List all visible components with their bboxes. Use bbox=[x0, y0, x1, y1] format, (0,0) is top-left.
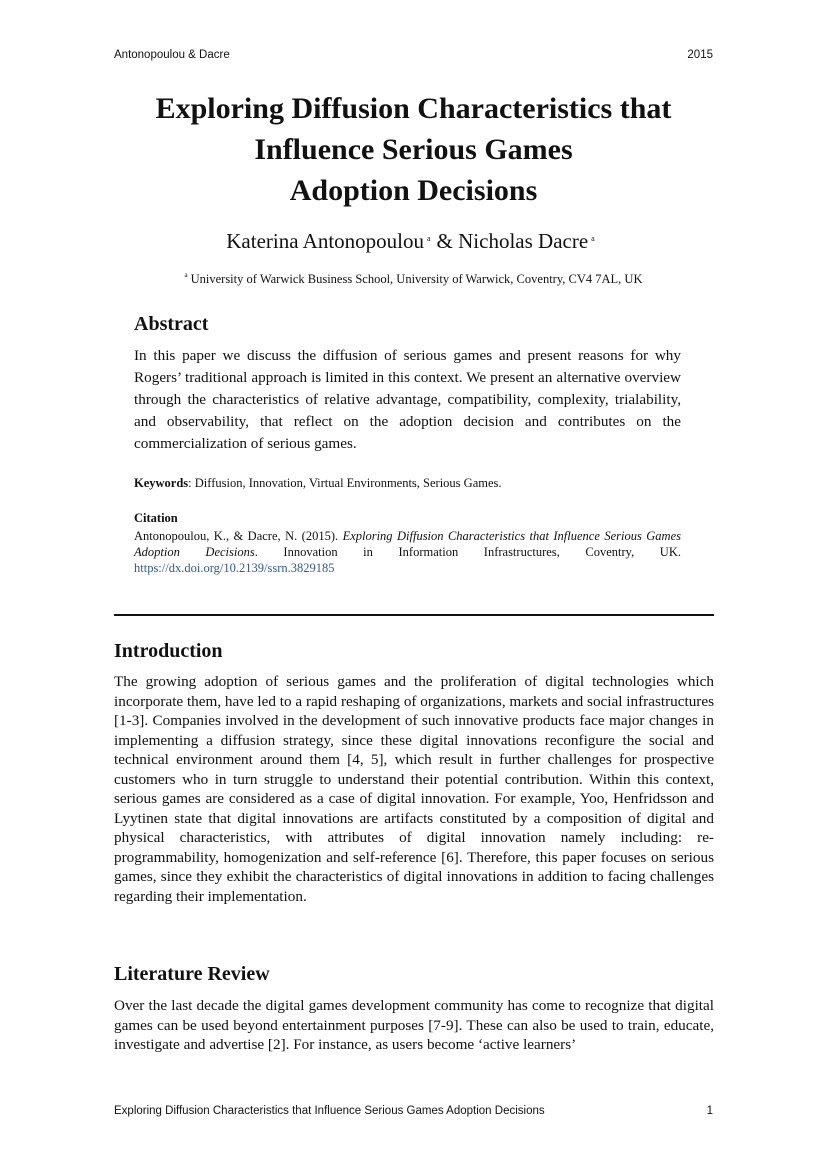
affiliation-marker: a bbox=[591, 234, 595, 243]
doi-link[interactable]: https://dx.doi.org/10.2139/ssrn.3829185 bbox=[134, 561, 335, 576]
running-footer-title: Exploring Diffusion Characteristics that Influence Serious Games Adoption Decisions bbox=[114, 1105, 545, 1117]
page-number: 1 bbox=[706, 1105, 713, 1117]
affiliation-marker: a bbox=[184, 271, 188, 279]
title-line-2: Influence Serious Games bbox=[254, 133, 573, 166]
citation bbox=[134, 528, 681, 577]
affiliation-marker: a bbox=[426, 234, 431, 243]
literature-review-heading: Literature Review bbox=[114, 963, 270, 985]
citation-heading: Citation bbox=[134, 511, 178, 525]
abstract-heading: Abstract bbox=[134, 313, 209, 335]
keywords-label: Keywords bbox=[134, 476, 189, 490]
paper-title bbox=[60, 88, 767, 211]
running-header-year: 2015 bbox=[687, 49, 713, 61]
author-name: & Nicholas Dacre bbox=[436, 229, 589, 253]
running-header-authors: Antonopoulou & Dacre bbox=[114, 49, 230, 61]
running-header bbox=[114, 49, 713, 65]
author-list bbox=[60, 228, 767, 254]
citation-venue: . Innovation in Information Infrastructures, Coventry, UK. bbox=[254, 545, 681, 560]
abstract-text: In this paper we discuss the diffusion of serious games and present reasons for why Rogers’ traditional approach is limited in this context. We present an alternative overview through the characteristics of relative advantage, compatibility, complexity, trialability, and observability, that reflect on the adoption decision and contributes on the commercialization of serious games. bbox=[134, 347, 681, 452]
introduction-heading: Introduction bbox=[114, 640, 223, 662]
literature-review-text bbox=[114, 996, 714, 1055]
affiliation bbox=[60, 272, 767, 287]
literature-review-paragraph: Over the last decade the digital games development community has come to recognize that digital games can be used beyond entertainment purposes [7-9]. These can also be used to train, educate, investigate and advertise [2]. For instance, as users become ‘active learners’ bbox=[114, 997, 714, 1053]
section-divider bbox=[114, 614, 714, 616]
citation-title: Exploring Diffusion Characteristics that Influence Serious Games Adoption Decisions bbox=[134, 529, 681, 560]
introduction-paragraph: The growing adoption of serious games and the proliferation of digital technologies which incorporate them, have led to a rapid reshaping of organizations, markets and social infrastructures [1-3]. Companies involved in the development of such innovative products face major changes in implementing a diffusion strategy, since these digital innovations reconfigure the social and technical environment around them [4, 5], which result in further challenges for prospective customers who in turn struggle to understand their potential contribution. Within this context, serious games are considered as a case of digital innovation. For example, Yoo, Henfridsson and Lyytinen state that digital innovations are artifacts constituted by a composition of digital and physical characteristics, with attributes of digital innovation namely including: re-programmability, homogenization and self-reference [6]. Therefore, this paper focuses on serious games, since they exhibit the characteristics of digital innovations in addition to facing challenges regarding their implementation. bbox=[114, 673, 714, 905]
introduction-text bbox=[114, 672, 714, 906]
keywords-text: : Diffusion, Innovation, Virtual Environments, Serious Games. bbox=[188, 476, 502, 490]
title-line-1: Exploring Diffusion Characteristics that bbox=[155, 92, 672, 125]
citation-authors: Antonopoulou, K., & Dacre, N. (2015). bbox=[134, 529, 343, 543]
author-name: Katerina Antonopoulou bbox=[226, 229, 424, 253]
title-line-3: Adoption Decisions bbox=[289, 174, 538, 207]
keywords bbox=[134, 476, 681, 491]
affiliation-text: University of Warwick Business School, University of Warwick, Coventry, CV4 7AL, UK bbox=[190, 272, 643, 286]
